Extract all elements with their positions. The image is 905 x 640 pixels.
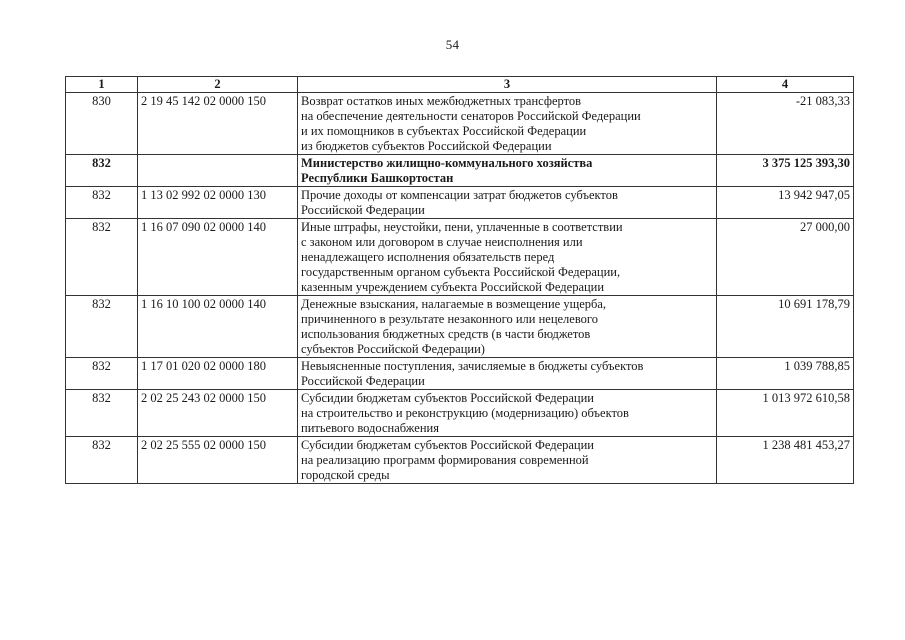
column-header-1: 1 bbox=[66, 77, 138, 93]
revenue-code-cell: 2 02 25 555 02 0000 150 bbox=[138, 437, 298, 484]
revenue-name-line: на реализацию программ формирования современной bbox=[301, 453, 589, 467]
revenue-code-cell: 2 19 45 142 02 0000 150 bbox=[138, 93, 298, 155]
admin-code-cell: 832 bbox=[66, 219, 138, 296]
revenue-name-line: Российской Федерации bbox=[301, 203, 425, 217]
table-row bbox=[66, 390, 854, 437]
revenue-code-cell bbox=[138, 155, 298, 187]
revenue-name-cell bbox=[298, 358, 717, 390]
revenue-name-cell bbox=[298, 93, 717, 155]
amount-cell: 10 691 178,79 bbox=[717, 296, 854, 358]
admin-code-cell: 832 bbox=[66, 390, 138, 437]
table-body bbox=[66, 93, 854, 484]
revenue-code-cell: 1 13 02 992 02 0000 130 bbox=[138, 187, 298, 219]
amount-cell: 13 942 947,05 bbox=[717, 187, 854, 219]
revenue-name-cell bbox=[298, 390, 717, 437]
revenue-name-line: казенным учреждением субъекта Российской Федерации bbox=[301, 280, 605, 294]
table-row bbox=[66, 219, 854, 296]
revenue-name-cell bbox=[298, 155, 717, 187]
admin-code-cell: 832 bbox=[66, 155, 138, 187]
revenue-name-cell bbox=[298, 187, 717, 219]
amount-cell: -21 083,33 bbox=[717, 93, 854, 155]
revenue-name-cell bbox=[298, 437, 717, 484]
admin-code-cell: 832 bbox=[66, 296, 138, 358]
revenue-name-line: Республики Башкортостан bbox=[301, 171, 454, 185]
revenue-name-line: Прочие доходы от компенсации затрат бюджетов субъектов bbox=[301, 188, 618, 202]
revenue-name-line: использования бюджетных средств (в части бюджетов bbox=[301, 327, 591, 341]
table-row bbox=[66, 437, 854, 484]
revenue-name-cell bbox=[298, 296, 717, 358]
column-header-2: 2 bbox=[138, 77, 298, 93]
admin-code-cell: 832 bbox=[66, 187, 138, 219]
column-header-3: 3 bbox=[298, 77, 717, 93]
table-row bbox=[66, 187, 854, 219]
amount-cell: 1 013 972 610,58 bbox=[717, 390, 854, 437]
table-row bbox=[66, 155, 854, 187]
revenue-name-line: Министерство жилищно-коммунального хозяйства bbox=[301, 156, 593, 170]
revenue-code-cell: 2 02 25 243 02 0000 150 bbox=[138, 390, 298, 437]
revenue-name-line: Невыясненные поступления, зачисляемые в бюджеты субъектов bbox=[301, 359, 644, 373]
revenue-name-line: Субсидии бюджетам субъектов Российской Федерации bbox=[301, 391, 594, 405]
revenue-name-line: причиненного в результате незаконного или нецелевого bbox=[301, 312, 598, 326]
revenue-name-line: Денежные взыскания, налагаемые в возмещение ущерба, bbox=[301, 297, 607, 311]
amount-cell: 1 238 481 453,27 bbox=[717, 437, 854, 484]
revenue-code-cell: 1 16 10 100 02 0000 140 bbox=[138, 296, 298, 358]
revenue-name-line: на строительство и реконструкцию (модернизацию) объектов bbox=[301, 406, 629, 420]
admin-code-cell: 830 bbox=[66, 93, 138, 155]
revenue-name-line: городской среды bbox=[301, 468, 390, 482]
table-row bbox=[66, 296, 854, 358]
revenue-name-line: ненадлежащего исполнения обязательств перед bbox=[301, 250, 555, 264]
revenue-name-cell bbox=[298, 219, 717, 296]
revenue-name-line: на обеспечение деятельности сенаторов Российской Федерации bbox=[301, 109, 641, 123]
table-row bbox=[66, 358, 854, 390]
admin-code-cell: 832 bbox=[66, 358, 138, 390]
revenue-name-line: питьевого водоснабжения bbox=[301, 421, 439, 435]
revenue-name-line: Субсидии бюджетам субъектов Российской Федерации bbox=[301, 438, 594, 452]
table-header-row bbox=[66, 77, 854, 93]
revenue-name-line: и их помощников в субъектах Российской Федерации bbox=[301, 124, 587, 138]
revenue-name-line: из бюджетов субъектов Российской Федерации bbox=[301, 139, 552, 153]
revenue-code-cell: 1 16 07 090 02 0000 140 bbox=[138, 219, 298, 296]
revenue-name-line: государственным органом субъекта Российской Федерации, bbox=[301, 265, 621, 279]
budget-revenue-table bbox=[65, 76, 854, 484]
revenue-name-line: Иные штрафы, неустойки, пени, уплаченные в соответствии bbox=[301, 220, 623, 234]
admin-code-cell: 832 bbox=[66, 437, 138, 484]
table-row bbox=[66, 93, 854, 155]
amount-cell: 1 039 788,85 bbox=[717, 358, 854, 390]
revenue-name-line: Российской Федерации bbox=[301, 374, 425, 388]
column-header-4: 4 bbox=[717, 77, 854, 93]
revenue-name-line: с законом или договором в случае неисполнения или bbox=[301, 235, 583, 249]
revenue-name-line: субъектов Российской Федерации) bbox=[301, 342, 485, 356]
revenue-name-line: Возврат остатков иных межбюджетных трансфертов bbox=[301, 94, 582, 108]
revenue-code-cell: 1 17 01 020 02 0000 180 bbox=[138, 358, 298, 390]
amount-cell: 3 375 125 393,30 bbox=[717, 155, 854, 187]
amount-cell: 27 000,00 bbox=[717, 219, 854, 296]
page-number: 54 bbox=[445, 37, 460, 52]
